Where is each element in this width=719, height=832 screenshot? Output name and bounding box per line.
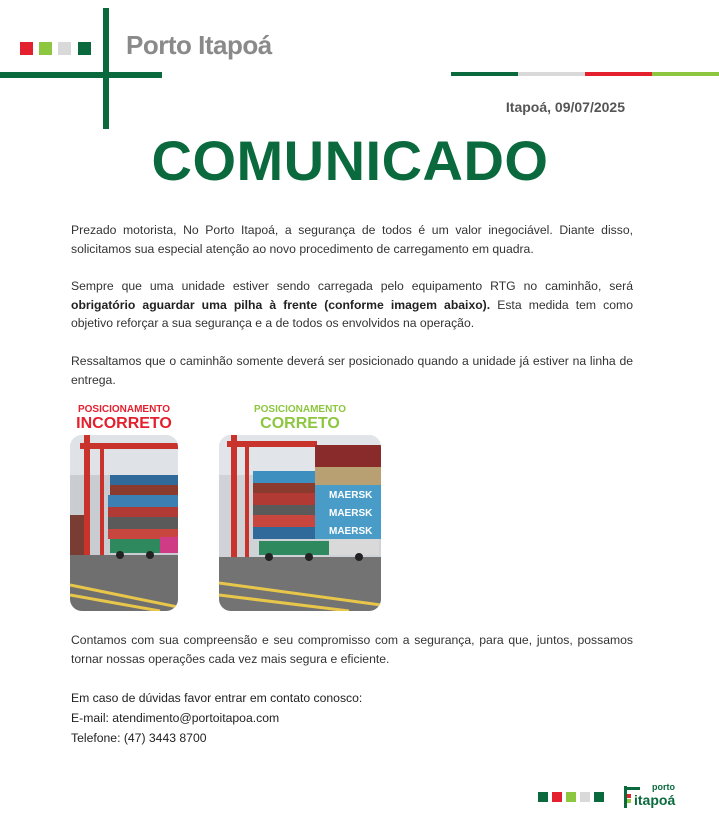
page-title: COMUNICADO — [151, 129, 549, 192]
container-brand-1: MAERSK — [329, 490, 373, 501]
label-correct — [220, 404, 380, 433]
contact-intro: Em caso de dúvidas favor entrar em contato conosco: — [71, 691, 363, 705]
header-stripe — [451, 72, 719, 76]
footer-squares — [538, 792, 604, 802]
paragraph-intro: Prezado motorista, No Porto Itapoá, a segurança de todos é um valor inegociável. Diante disso, solicitamos sua especial atenção ao novo procedimento de carregamento em quadra. — [71, 223, 633, 256]
footer-logo-bottom: itapoá — [634, 792, 676, 808]
label-correct-big: CORRETO — [260, 415, 340, 432]
paragraph-procedure-text-2: Esta medida tem como objetivo reforçar a sua segurança e a de todos os envolvidos na operação. — [71, 297, 633, 330]
label-incorrect-big: INCORRETO — [76, 415, 172, 432]
photo-incorrect-positioning — [70, 435, 178, 611]
header-square-2 — [39, 42, 52, 55]
paragraph-procedure-text-1: Sempre que uma unidade estiver sendo carregada pelo equipamento RTG no caminhão, será — [71, 279, 633, 293]
document-date: Itapoá, 09/07/2025 — [505, 99, 625, 115]
contact-email[interactable]: E-mail: atendimento@portoitapoa.com — [71, 711, 280, 725]
footer-logo-top: porto — [652, 782, 675, 792]
label-incorrect — [70, 404, 178, 433]
header-cross-vertical — [103, 8, 109, 129]
brand-name: Porto Itapoá — [126, 30, 272, 60]
header-cross-horizontal — [0, 72, 162, 78]
footer-logo — [624, 782, 680, 812]
header-square-4 — [78, 42, 91, 55]
header-square-1 — [20, 42, 33, 55]
paragraph-positioning: Ressaltamos que o caminhão somente deverá ser posicionado quando a unidade já estiver na linha de entrega. — [71, 354, 633, 387]
container-brand-3: MAERSK — [329, 526, 373, 537]
label-incorrect-small: POSICIONAMENTO — [77, 404, 171, 415]
label-correct-small: POSICIONAMENTO — [253, 404, 347, 415]
container-brand-2: MAERSK — [329, 508, 373, 519]
photo-correct-positioning — [219, 435, 381, 611]
contact-phone: Telefone: (47) 3443 8700 — [71, 731, 207, 745]
paragraph-procedure — [71, 277, 633, 333]
paragraph-closing: Contamos com sua compreensão e seu compromisso com a segurança, para que, juntos, possamos tornar nossas operações cada vez mais segura e eficiente. — [71, 633, 633, 666]
header-square-3 — [58, 42, 71, 55]
paragraph-procedure-bold: obrigatório aguardar uma pilha à frente (conforme imagem abaixo). — [71, 297, 491, 312]
contact-block — [71, 688, 362, 748]
